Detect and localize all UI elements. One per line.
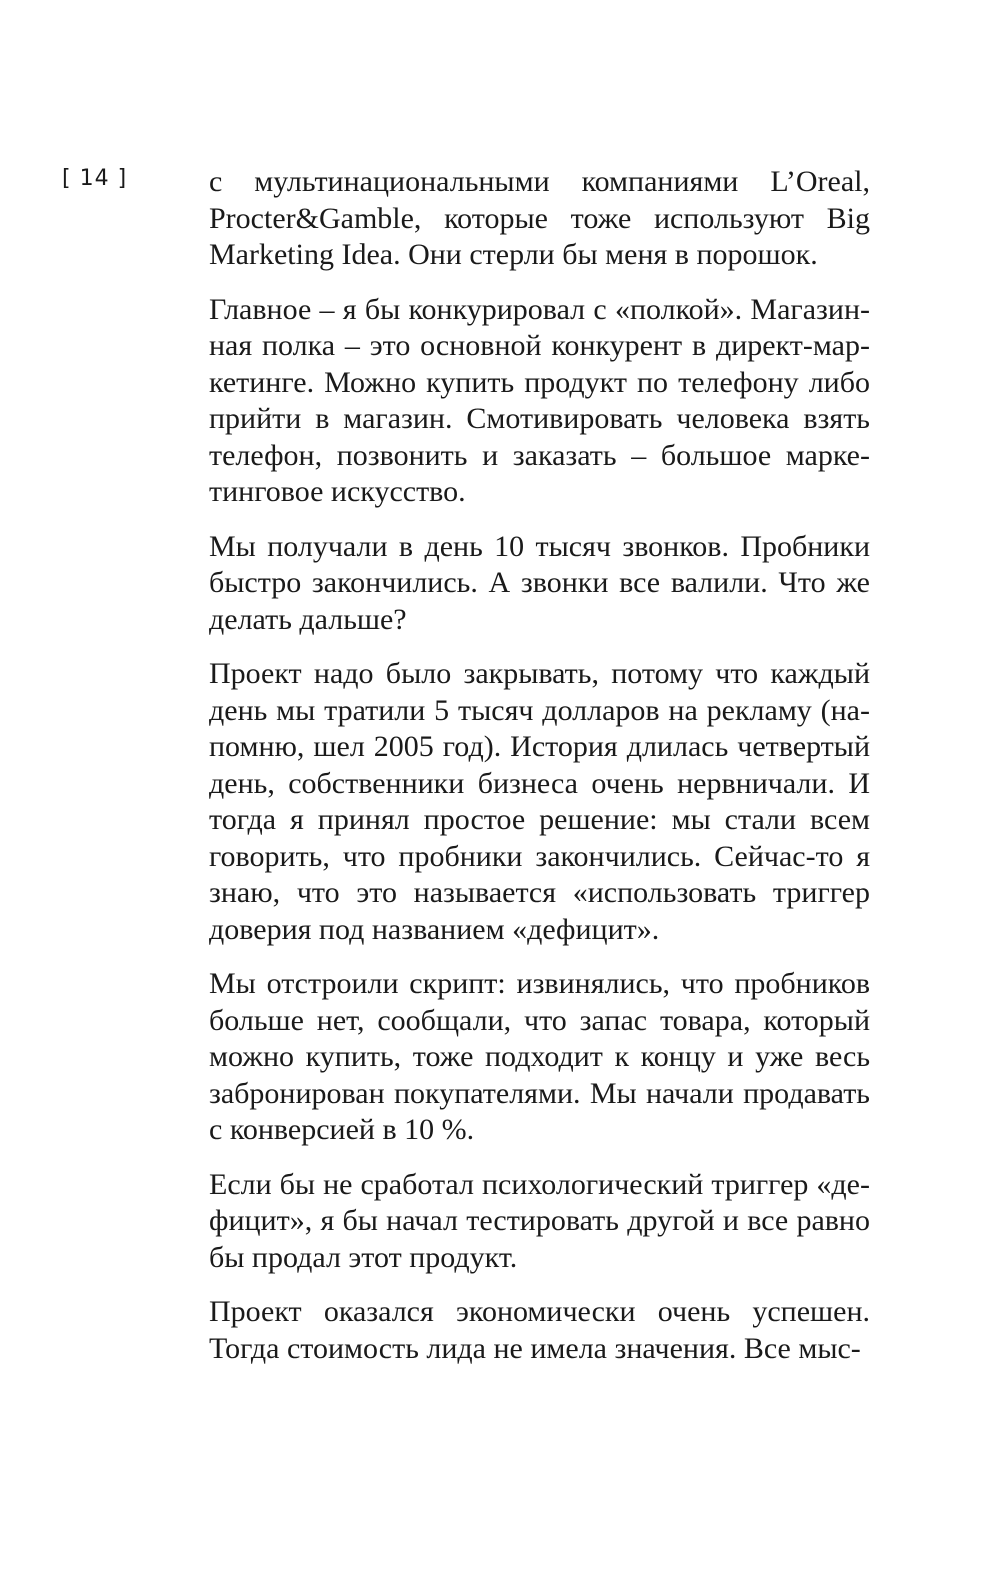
body-text bbox=[209, 164, 870, 1385]
paragraph-3: Мы получали в день 10 тысяч звонков. Пробники быстро закончились. А звонки все валили. Что же делать дальше? bbox=[209, 529, 870, 636]
paragraph-2: Главное – я бы конкурировал с «полкой». Магазинная полка – это основной конкурент в директ-маркетинге. Можно купить продукт по телефону либо прийти в магазин. Смотивировать человека взять телефон, позвонить и заказать – большое маркетинговое искусство. bbox=[209, 292, 870, 508]
paragraph-6: Если бы не сработал психологический триггер «дефицит», я бы начал тестировать другой и все равно бы продал этот продукт. bbox=[209, 1167, 870, 1274]
paragraph-7: Проект оказался экономически очень успешен. Тогда стоимость лида не имела значения. Все мыс- bbox=[209, 1295, 870, 1365]
page-number: [ 14 ] bbox=[62, 166, 128, 191]
paragraph-4: Проект надо было закрывать, потому что каждый день мы тратили 5 тысяч долларов на рекламу (напомню, шел 2005 год). История длилась четвертый день, собственники бизнеса очень нервничали. И тогда я принял простое решение: мы стали всем говорить, что пробники закончились. Сейчас-то я знаю, что это называется «использовать триггер доверия под названием «дефицит». bbox=[209, 657, 870, 946]
paragraph-1: с мультинациональными компаниями L’Oreal, Procter&Gamble, которые тоже используют Big Marketing Idea. Они стерли бы меня в порошок. bbox=[209, 165, 870, 271]
paragraph-5: Мы отстроили скрипт: извинялись, что пробников больше нет, сообщали, что запас товара, который можно купить, тоже подходит к концу и уже весь забронирован покупателями. Мы начали продавать с конверсией в 10 %. bbox=[209, 967, 870, 1146]
